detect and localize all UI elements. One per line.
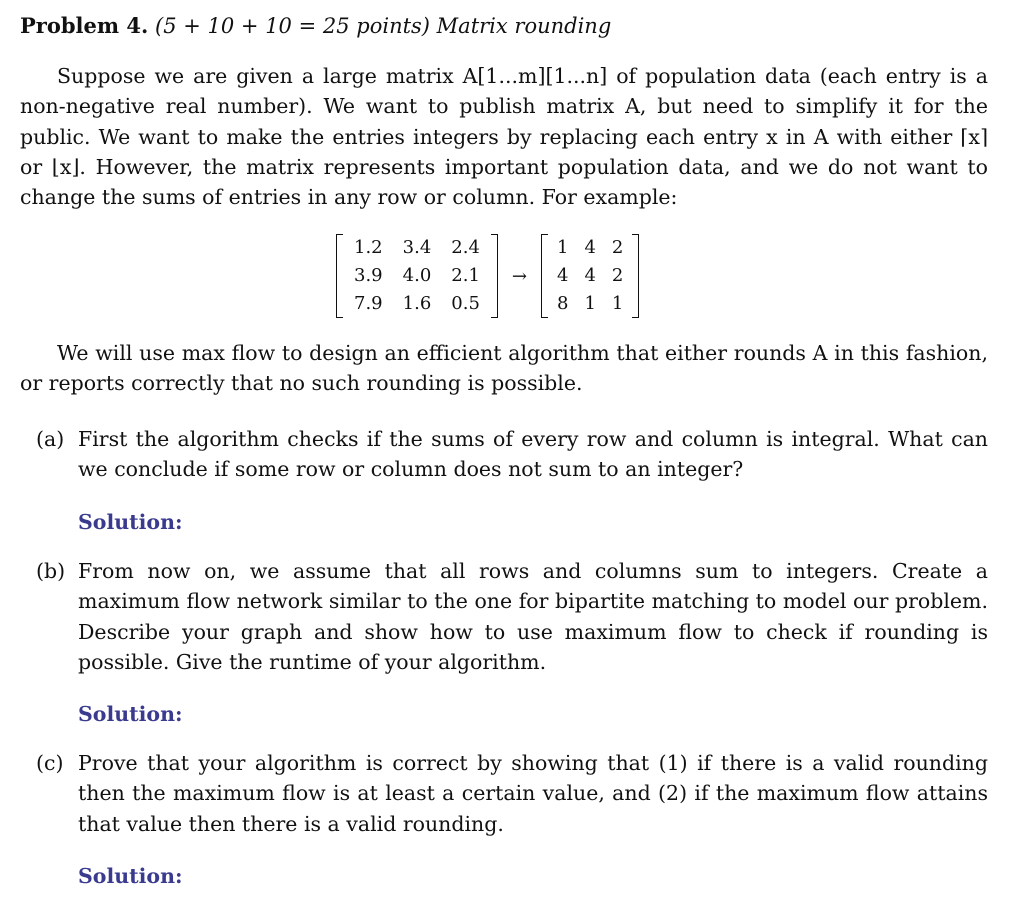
matrix-cell: 2.4 [451,237,480,258]
matrix-cell: 8 [557,293,569,314]
intro-paragraph: Suppose we are given a large matrix A[1...m][1...n] of population data (each entry is a non-negative real number). We want to publish matrix A, but need to simplify it for the public. We want to make the entries integers by replacing each entry x in A with either ⌈x⌉ or ⌊x⌋. However, the matrix represents important population data, and we do not want to change the sums of entries in any row or column. For example: [20,64,988,210]
matrix-cell: 4 [557,265,569,286]
source-matrix-row [344,234,490,262]
right-arrow-icon: → [511,265,528,287]
problem-number: Problem 4. [20,13,149,38]
source-matrix-row [344,262,490,290]
part-text: Prove that your algorithm is correct by showing that (1) if there is a valid rounding then the maximum flow is at least a certain value, and (2) if the maximum flow attains that value then there is a valid rounding. [78,751,988,836]
matrix-cell: 3.4 [402,237,432,258]
matrix-cell: 7.9 [354,293,383,314]
part-c [36,748,988,839]
rounded-matrix-row [549,234,631,262]
matrix-cell: 2 [611,237,624,258]
solution-label-c: Solution: [78,864,183,888]
part-label: (b) [36,559,66,583]
intro-paragraph-block [20,61,988,212]
matrix-cell: 4 [584,237,596,258]
matrix-cell: 3.9 [354,265,383,286]
matrix-cell: 1 [584,293,596,314]
example-matrices [336,234,639,318]
matrix-cell: 4 [584,265,596,286]
source-matrix [336,234,498,318]
matrix-cell: 0.5 [451,293,480,314]
part-text: From now on, we assume that all rows and columns sum to integers. Create a maximum flow network similar to the one for bipartite matching to model our problem. Describe your graph and show how to use maximum flow to check if rounding is possible. Give the runtime of your algorithm. [78,559,988,674]
approach-paragraph-block [20,338,988,399]
part-text: First the algorithm checks if the sums of every row and column is integral. What can we conclude if some row or column does not sum to an integer? [78,427,988,482]
solution-label-b: Solution: [78,702,183,726]
problem-meta: (5 + 10 + 10 = 25 points) Matrix rounding [155,14,612,38]
rounded-matrix-row [549,290,631,318]
source-matrix-row [344,290,490,318]
matrix-cell: 2 [611,265,624,286]
rounded-matrix [541,234,639,318]
part-b [36,556,988,677]
approach-paragraph: We will use max flow to design an efficient algorithm that either rounds A in this fashion, or reports correctly that no such rounding is possible. [20,341,988,396]
matrix-cell: 1 [611,293,624,314]
part-label: (a) [36,427,65,451]
part-label: (c) [36,751,64,775]
matrix-cell: 1 [557,237,569,258]
matrix-cell: 1.6 [402,293,432,314]
problem-heading [20,12,611,40]
solution-label-a: Solution: [78,510,183,534]
matrix-cell: 4.0 [402,265,432,286]
part-a [36,424,988,485]
matrix-cell: 1.2 [354,237,383,258]
matrix-cell: 2.1 [451,265,480,286]
rounded-matrix-row [549,262,631,290]
